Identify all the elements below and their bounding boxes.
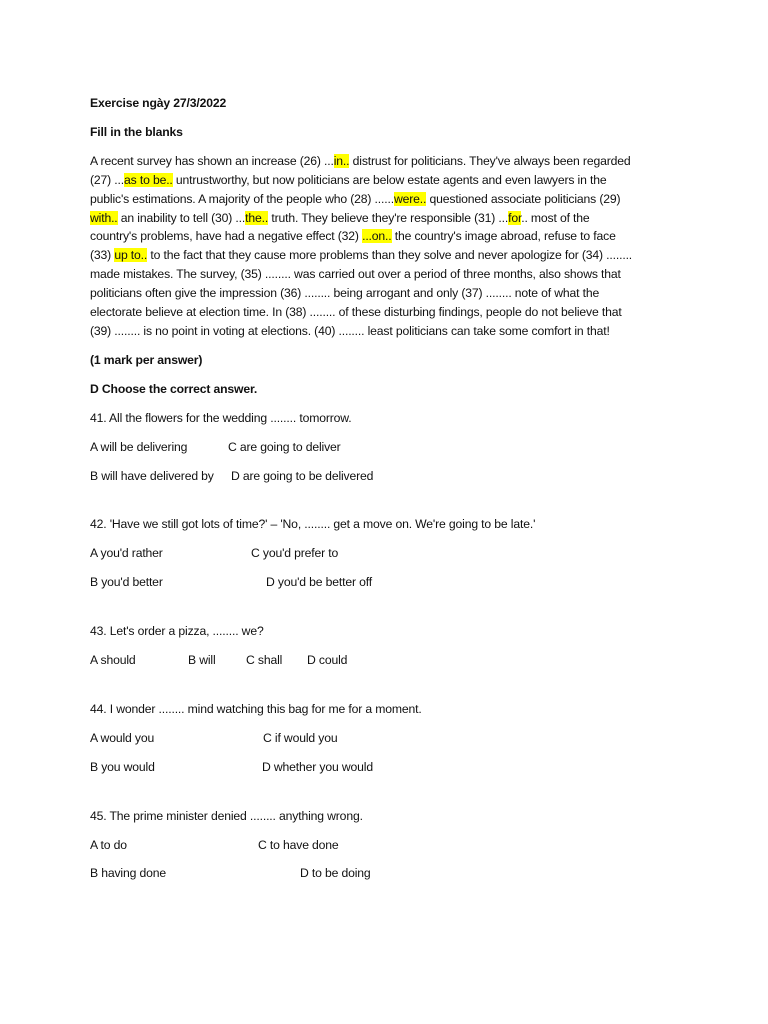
option-d: D to be doing bbox=[300, 866, 371, 881]
option-c: C shall bbox=[246, 653, 283, 668]
passage-text: questioned associate politicians (29) bbox=[426, 191, 621, 206]
option-b: B having done bbox=[90, 866, 166, 881]
option-c: C you'd prefer to bbox=[251, 546, 339, 561]
document-page bbox=[90, 94, 680, 913]
options-row bbox=[90, 758, 680, 777]
passage-text: distrust for politicians. They've always been regarded bbox=[349, 153, 631, 168]
passage-text: public's estimations. A majority of the people who (28) ...... bbox=[90, 191, 394, 206]
passage-line-6 bbox=[90, 246, 680, 265]
passage-text: country's problems, have had a negative effect (32) bbox=[90, 229, 363, 244]
exercise-title: Exercise ngày 27/3/2022 bbox=[90, 96, 227, 110]
passage-line-1 bbox=[90, 152, 680, 171]
option-c: C if would you bbox=[263, 730, 338, 745]
question-text: 44. I wonder ........ mind watching this bag for me for a moment. bbox=[90, 701, 422, 716]
option-d: D are going to be delivered bbox=[231, 468, 374, 483]
answer-33: up to.. bbox=[114, 248, 148, 263]
answer-31: for bbox=[508, 210, 522, 225]
question-45 bbox=[90, 807, 680, 884]
option-a: A should bbox=[90, 653, 136, 668]
options-row bbox=[90, 544, 680, 563]
options-row bbox=[90, 651, 680, 670]
cloze-passage bbox=[90, 152, 680, 341]
answer-27: as to be.. bbox=[124, 172, 173, 187]
option-d: D you'd be better off bbox=[266, 575, 373, 590]
passage-line-2 bbox=[90, 171, 680, 190]
option-d: D whether you would bbox=[262, 759, 373, 774]
passage-line-9: electorate believe at election time. In (38) ........ of these disturbing findings, people do not believe that bbox=[90, 305, 622, 320]
passage-line-3 bbox=[90, 190, 680, 209]
question-text: 43. Let's order a pizza, ........ we? bbox=[90, 624, 264, 639]
option-c: C are going to deliver bbox=[228, 439, 341, 454]
option-a: A will be delivering bbox=[90, 439, 188, 454]
option-a: A you'd rather bbox=[90, 546, 163, 561]
options-row bbox=[90, 729, 680, 748]
passage-text: the country's image abroad, refuse to face bbox=[391, 229, 616, 244]
passage-text: A recent survey has shown an increase (26) ... bbox=[90, 153, 334, 168]
answer-32: ...on.. bbox=[362, 229, 392, 244]
answer-30: the.. bbox=[245, 210, 269, 225]
section-c-label: Fill in the blanks bbox=[90, 124, 183, 139]
question-41 bbox=[90, 409, 680, 486]
answer-29: with.. bbox=[90, 210, 118, 225]
options-row bbox=[90, 864, 680, 883]
passage-text: an inability to tell (30) ... bbox=[117, 210, 246, 225]
option-b: B will bbox=[188, 653, 216, 668]
passage-text: (33) bbox=[90, 248, 115, 263]
mark-note: (1 mark per answer) bbox=[90, 352, 203, 367]
option-b: B will have delivered by bbox=[90, 468, 214, 483]
options-row bbox=[90, 573, 680, 592]
options-row bbox=[90, 836, 680, 855]
section-d-label: D Choose the correct answer. bbox=[90, 381, 258, 396]
option-c: C to have done bbox=[258, 837, 339, 852]
option-a: A would you bbox=[90, 730, 155, 745]
passage-line-5 bbox=[90, 227, 680, 246]
option-b: B you'd better bbox=[90, 575, 163, 590]
options-row bbox=[90, 438, 680, 457]
passage-text: (27) ... bbox=[90, 172, 125, 187]
option-b: B you would bbox=[90, 759, 155, 774]
passage-text: untrustworthy, but now politicians are below estate agents and even lawyers in the bbox=[172, 172, 607, 187]
question-43 bbox=[90, 622, 680, 670]
option-d: D could bbox=[307, 653, 348, 668]
options-row bbox=[90, 467, 680, 486]
passage-line-8: politicians often give the impression (36) ........ being arrogant and only (37) ........ note of what the bbox=[90, 286, 600, 301]
passage-line-4 bbox=[90, 209, 680, 228]
question-44 bbox=[90, 700, 680, 777]
question-42 bbox=[90, 515, 680, 592]
answer-28: were.. bbox=[393, 191, 427, 206]
question-text: 41. All the flowers for the wedding ........ tomorrow. bbox=[90, 410, 352, 425]
question-text: 45. The prime minister denied ........ anything wrong. bbox=[90, 808, 363, 823]
passage-line-10: (39) ........ is no point in voting at elections. (40) ........ least politicians can take some comfort in that! bbox=[90, 323, 610, 338]
answer-26: in.. bbox=[333, 153, 350, 168]
question-text: 42. 'Have we still got lots of time?' – 'No, ........ get a move on. We're going to be late.' bbox=[90, 517, 536, 532]
passage-line-7: made mistakes. The survey, (35) ........ was carried out over a period of three months, also shows that bbox=[90, 267, 621, 282]
passage-text: .. most of the bbox=[521, 210, 590, 225]
passage-text: to the fact that they cause more problems than they solve and never apologize for (34) ........ bbox=[147, 248, 633, 263]
passage-text: truth. They believe they're responsible (31) ... bbox=[268, 210, 509, 225]
option-a: A to do bbox=[90, 837, 127, 852]
